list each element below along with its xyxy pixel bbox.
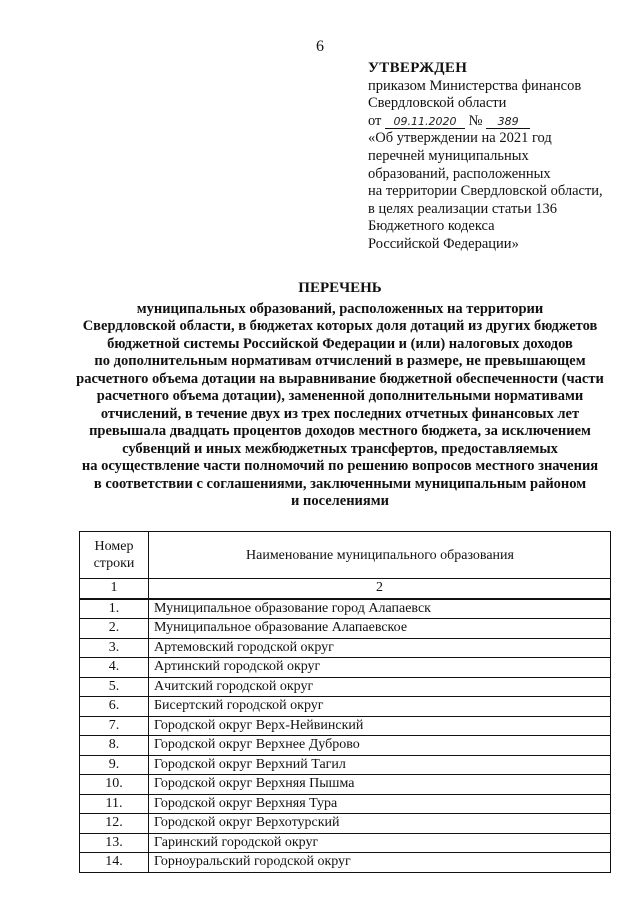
title-line: бюджетной системы Российской Федерации и (или) налоговых доходов bbox=[107, 335, 573, 352]
page-number: 6 bbox=[316, 38, 324, 55]
municipality-name: Артинский городской округ bbox=[149, 658, 611, 678]
municipality-name: Артемовский городской округ bbox=[149, 638, 611, 658]
municipality-name: Горноуральский городской округ bbox=[149, 853, 611, 873]
municipalities-table bbox=[79, 531, 611, 873]
title-line: по дополнительным нормативам отчислений в размере, не превышающем bbox=[94, 353, 586, 369]
municipality-name: Городской округ Верхняя Пышма bbox=[149, 775, 611, 795]
table-row bbox=[80, 716, 611, 736]
municipality-name: Городской округ Верхняя Тура bbox=[149, 794, 611, 814]
table-row bbox=[80, 794, 611, 814]
row-number: 9. bbox=[80, 755, 149, 775]
header-row-number: Номер строки bbox=[80, 532, 149, 579]
column-number: 2 bbox=[149, 579, 611, 599]
municipality-name: Бисертский городской округ bbox=[149, 697, 611, 717]
table-row bbox=[80, 638, 611, 658]
table-row bbox=[80, 697, 611, 717]
title-line: расчетного объема дотации на выравнивание бюджетной обеспеченности (части bbox=[76, 370, 604, 387]
table-row bbox=[80, 833, 611, 853]
municipality-name: Муниципальное образование Алапаевское bbox=[149, 619, 611, 639]
document-title bbox=[70, 280, 610, 511]
approval-block bbox=[368, 60, 630, 254]
row-number: 2. bbox=[80, 619, 149, 639]
table-row bbox=[80, 755, 611, 775]
approval-line: Бюджетного кодекса bbox=[368, 218, 495, 235]
approval-line: Российской Федерации» bbox=[368, 235, 519, 252]
row-number: 12. bbox=[80, 814, 149, 834]
number-prefix: № bbox=[468, 112, 483, 129]
approval-line: приказом Министерства финансов bbox=[368, 77, 582, 94]
approval-line: в целях реализации статьи 136 bbox=[368, 200, 558, 217]
approval-line: образований, расположенных bbox=[368, 165, 551, 182]
column-number: 1 bbox=[80, 579, 149, 599]
approval-date-handwritten: 09.11.2020 bbox=[385, 115, 465, 129]
title-line: превышала двадцать процентов доходов местного бюджета, за исключением bbox=[89, 423, 591, 439]
approval-date-line bbox=[368, 113, 630, 131]
title-line: Свердловской области, в бюджетах которых доля дотаций из других бюджетов bbox=[82, 318, 598, 334]
approval-line: «Об утверждении на 2021 год bbox=[368, 130, 552, 147]
table-column-numbers-row bbox=[80, 579, 611, 599]
title-main: ПЕРЕЧЕНЬ bbox=[298, 280, 382, 296]
row-number: 4. bbox=[80, 658, 149, 678]
approval-line: Свердловской области bbox=[368, 95, 507, 112]
row-number: 13. bbox=[80, 833, 149, 853]
table-row bbox=[80, 619, 611, 639]
municipality-name: Гаринский городской округ bbox=[149, 833, 611, 853]
municipality-name: Ачитский городской округ bbox=[149, 677, 611, 697]
municipality-name: Городской округ Верхнее Дуброво bbox=[149, 736, 611, 756]
municipality-name: Городской округ Верхний Тагил bbox=[149, 755, 611, 775]
table-row bbox=[80, 736, 611, 756]
title-line: на осуществление части полномочий по решению вопросов местного значения bbox=[81, 458, 599, 474]
row-number: 10. bbox=[80, 775, 149, 795]
municipality-name: Городской округ Верхотурский bbox=[149, 814, 611, 834]
table-header-row bbox=[80, 532, 611, 579]
title-line: и поселениями bbox=[291, 493, 389, 509]
row-number: 11. bbox=[80, 794, 149, 814]
municipality-name: Городской округ Верх-Нейвинский bbox=[149, 716, 611, 736]
row-number: 6. bbox=[80, 697, 149, 717]
title-line: в соответствии с соглашениями, заключенными муниципальным районом bbox=[93, 475, 587, 492]
table-row bbox=[80, 853, 611, 873]
row-number: 1. bbox=[80, 599, 149, 619]
header-municipality-name: Наименование муниципального образования bbox=[149, 532, 611, 579]
row-number: 7. bbox=[80, 716, 149, 736]
approval-line: перечней муниципальных bbox=[368, 147, 529, 164]
title-line: субвенций и иных межбюджетных трансфертов, предоставляемых bbox=[122, 440, 558, 457]
table-row bbox=[80, 775, 611, 795]
table-row bbox=[80, 814, 611, 834]
date-prefix: от bbox=[368, 112, 382, 129]
title-line: отчислений, в течение двух из трех последних отчетных финансовых лет bbox=[100, 405, 580, 422]
approval-heading: УТВЕРЖДЕН bbox=[368, 60, 468, 76]
row-number: 14. bbox=[80, 853, 149, 873]
table-row bbox=[80, 599, 611, 619]
table-row bbox=[80, 658, 611, 678]
title-line: муниципальных образований, расположенных на территории bbox=[136, 300, 544, 317]
municipality-name: Муниципальное образование город Алапаевск bbox=[149, 599, 611, 619]
title-line: расчетного объема дотации), замененной дополнительными нормативами bbox=[96, 388, 584, 404]
approval-number-handwritten: 389 bbox=[486, 115, 530, 129]
table-row bbox=[80, 677, 611, 697]
row-number: 8. bbox=[80, 736, 149, 756]
row-number: 3. bbox=[80, 638, 149, 658]
approval-line: на территории Свердловской области, bbox=[368, 183, 603, 200]
row-number: 5. bbox=[80, 677, 149, 697]
